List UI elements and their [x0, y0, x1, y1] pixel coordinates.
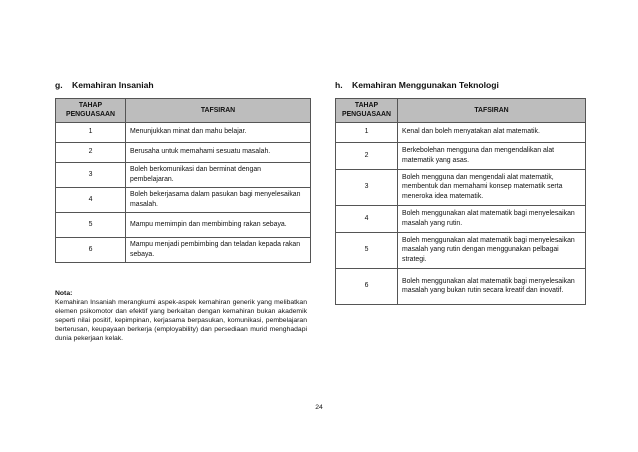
note-title: Nota:: [55, 290, 73, 297]
table-row: [56, 162, 311, 187]
section-g-letter: g.: [55, 80, 63, 90]
kemahiran-insaniah-table: [55, 98, 311, 263]
description-cell: Boleh mengguna dan mengendali alat matematik, membentuk dan memahami konsep matematik serta meneroka idea matematik.: [398, 169, 586, 205]
table-row: [56, 142, 311, 162]
section-g-heading: [55, 80, 154, 90]
description-cell: Kenal dan boleh menyatakan alat matematik.: [398, 122, 586, 142]
level-cell: 3: [336, 169, 398, 205]
table-header-row: [336, 99, 586, 123]
level-cell: 5: [336, 232, 398, 268]
description-cell: Mampu memimpin dan membimbing rakan sebaya.: [126, 212, 311, 237]
description-cell: Berusaha untuk memahami sesuatu masalah.: [126, 142, 311, 162]
description-cell: Boleh berkomunikasi dan berminat dengan pembelajaran.: [126, 162, 311, 187]
section-h-letter: h.: [335, 80, 343, 90]
level-cell: 4: [336, 205, 398, 232]
section-h-title: Kemahiran Menggunakan Teknologi: [352, 80, 499, 90]
section-h-heading: [335, 80, 499, 90]
header-tahap-penguasaan: TAHAP PENGUASAAN: [56, 99, 126, 123]
note-block: [55, 290, 307, 344]
table-row: [336, 169, 586, 205]
description-cell: Boleh menggunakan alat matematik bagi menyelesaikan masalah yang rutin.: [398, 205, 586, 232]
description-cell: Boleh menggunakan alat matematik bagi menyelesaikan masalah yang rutin dengan menggunakan pelbagai strategi.: [398, 232, 586, 268]
table-header-row: [56, 99, 311, 123]
description-cell: Berkebolehan mengguna dan mengendalikan alat matematik yang asas.: [398, 142, 586, 169]
level-cell: 2: [56, 142, 126, 162]
header-tahap-penguasaan: TAHAP PENGUASAAN: [336, 99, 398, 123]
level-cell: 1: [56, 122, 126, 142]
header-tafsiran: TAFSIRAN: [398, 99, 586, 123]
level-cell: 6: [56, 237, 126, 262]
level-cell: 3: [56, 162, 126, 187]
table-row: [336, 268, 586, 304]
description-cell: Menunjukkan minat dan mahu belajar.: [126, 122, 311, 142]
table-row: [56, 122, 311, 142]
table-row: [336, 232, 586, 268]
table-row: [336, 205, 586, 232]
description-cell: Boleh menggunakan alat matematik bagi menyelesaikan masalah yang bukan rutin secara kreatif dan inovatif.: [398, 268, 586, 304]
level-cell: 2: [336, 142, 398, 169]
table-row: [56, 212, 311, 237]
level-cell: 5: [56, 212, 126, 237]
kemahiran-teknologi-table: [335, 98, 586, 305]
header-tafsiran: TAFSIRAN: [126, 99, 311, 123]
description-cell: Boleh bekerjasama dalam pasukan bagi menyelesaikan masalah.: [126, 187, 311, 212]
level-cell: 6: [336, 268, 398, 304]
page-number: 24: [315, 404, 323, 411]
note-body: Kemahiran Insaniah merangkumi aspek-aspek kemahiran generik yang melibatkan elemen psikomotor dan efektif yang berkaitan dengan kemahiran bukan akademik seperti nilai positif, kepimpinan, kerjasama berpasukan, komunikasi, pembelajaran berterusan, keupayaan berkerja (employability) dan persediaan murid menghadapi dunia pekerjaan kelak.: [55, 298, 307, 342]
table-row: [336, 122, 586, 142]
table-row: [56, 187, 311, 212]
level-cell: 1: [336, 122, 398, 142]
section-g-title: Kemahiran Insaniah: [72, 80, 154, 90]
description-cell: Mampu menjadi pembimbing dan teladan kepada rakan sebaya.: [126, 237, 311, 262]
table-row: [336, 142, 586, 169]
level-cell: 4: [56, 187, 126, 212]
table-row: [56, 237, 311, 262]
